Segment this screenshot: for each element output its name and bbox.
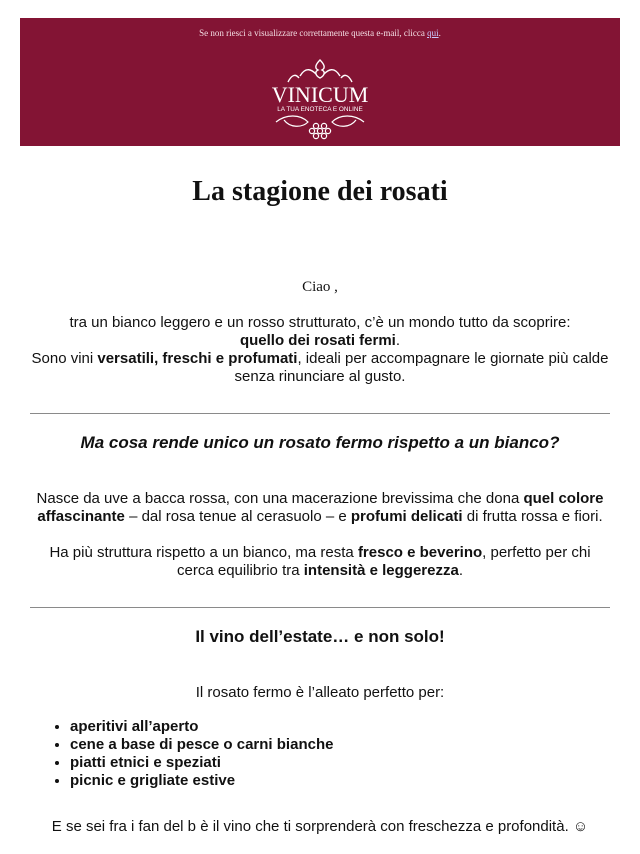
text: , perfetto per chi cerca equilibrio tra <box>177 544 591 579</box>
text: di frutta rossa e fiori. <box>462 508 603 525</box>
preheader-text: Se non riesci a visualizzare correttamente questa e-mail, clicca <box>199 28 425 38</box>
intro-line-1: tra un bianco leggero e un rosso strutturato, c’è un mondo tutto da scoprire: <box>69 314 571 331</box>
text: – dal rosa tenue al cerasuolo – e <box>124 508 351 525</box>
list-item: • picnic e grigliate estive <box>70 772 610 790</box>
bold-text: profumi delicati <box>350 508 463 525</box>
preheader-end: . <box>438 28 441 38</box>
greeting: Ciao , <box>302 279 338 295</box>
text: Nasce da uve a bacca rossa, con una macerazione brevissima che dona <box>36 490 524 507</box>
text: Ha più struttura rispetto a un bianco, ma resta <box>49 544 358 561</box>
intro-line-3 <box>30 350 610 386</box>
section2-heading <box>30 628 610 646</box>
intro-dot: . <box>395 332 401 349</box>
vinicum-logo[interactable] <box>266 56 374 140</box>
divider <box>30 413 610 414</box>
section1-heading <box>30 434 610 452</box>
section2-closing: E se sei fra i fan del b è il vino che ti sorprenderà con freschezza e profondità. ☺ <box>51 818 589 835</box>
ornament-grapes-icon <box>276 116 364 139</box>
section1-paragraph-1 <box>30 490 610 526</box>
view-online-link[interactable]: qui <box>427 28 439 38</box>
intro-text: Sono vini <box>31 350 98 367</box>
intro-bold-2: versatili, freschi e profumati <box>97 350 298 367</box>
email-header-banner <box>20 18 620 146</box>
list-item: • cene a base di pesce o carni bianche <box>70 736 610 754</box>
section1-paragraph-2 <box>30 544 610 580</box>
section2-heading-text: Il vino dell’estate… e non solo! <box>195 627 445 646</box>
divider <box>30 607 610 608</box>
section1-heading-text: Ma cosa rende unico un rosato fermo rispetto a un bianco? <box>80 433 560 452</box>
section2-intro: Il rosato fermo è l’alleato perfetto per: <box>195 684 445 701</box>
email-body <box>30 278 610 836</box>
intro-line-2 <box>30 332 610 350</box>
list-item: • aperitivi all’aperto <box>70 718 610 736</box>
text: . <box>458 562 463 579</box>
crest-icon <box>288 60 352 82</box>
bold-text: intensità e leggerezza <box>303 562 459 579</box>
intro-bold-1: quello dei rosati fermi <box>239 332 396 349</box>
bold-text: quel colore affascinante <box>37 490 604 525</box>
intro-text: , ideali per accompagnare le giornate più calde senza rinunciare al gusto. <box>234 350 609 385</box>
logo-tagline: LA TUA ENOTECA E ONLINE <box>277 106 363 113</box>
preheader <box>20 28 620 38</box>
logo-brand: VINICUM <box>271 82 369 107</box>
list-item: • piatti etnici e speziati <box>70 754 610 772</box>
pairing-list <box>30 718 610 790</box>
page-title: La stagione dei rosati <box>192 176 448 207</box>
bold-text: fresco e beverino <box>357 544 483 561</box>
